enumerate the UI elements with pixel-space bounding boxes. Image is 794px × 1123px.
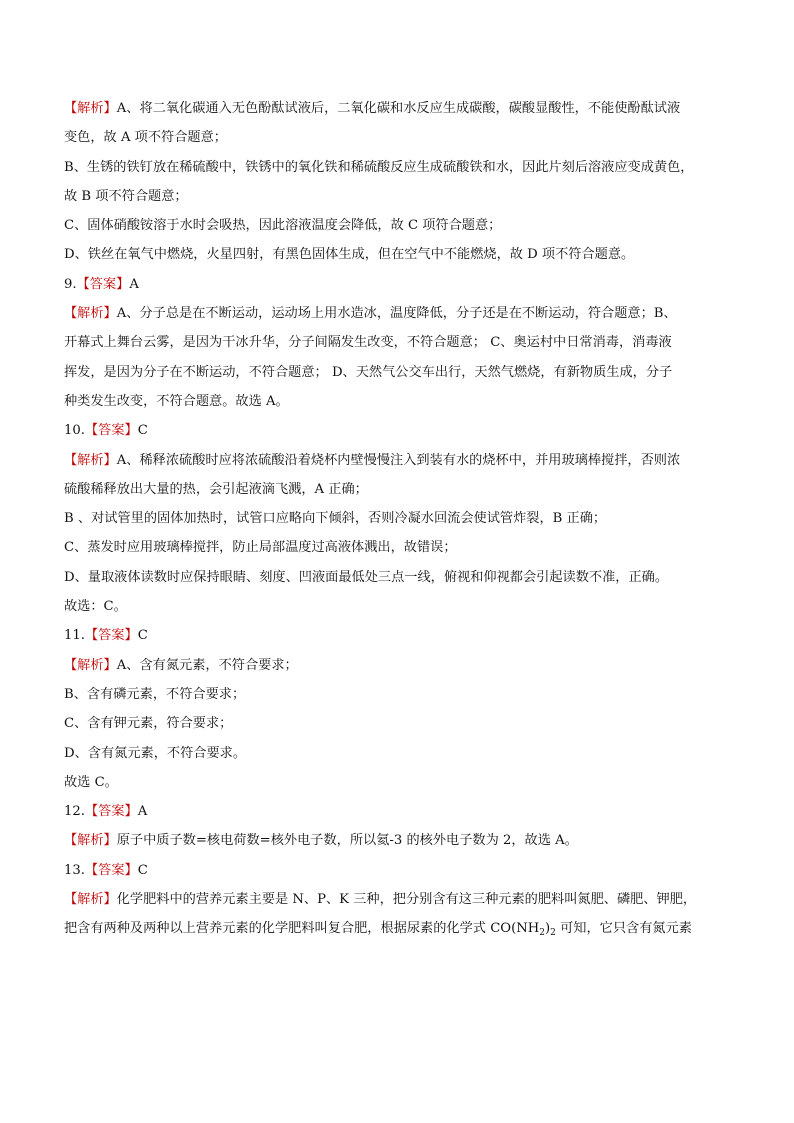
answer-tag: 【答案】 — [84, 804, 138, 820]
q12-answer: 12.【答案】A — [64, 804, 148, 820]
answer-tag: 【答案】 — [84, 423, 138, 439]
q8-analysis-line-1: 【解析】A、将二氧化碳通入无色酚酞试液后，二氧化碳和水反应生成碳酸，碳酸显酸性，不能使酚酞试液 — [64, 101, 681, 116]
q9-answer: 9.【答案】A — [64, 276, 139, 292]
analysis-tag: 【解析】 — [64, 452, 117, 468]
answer-tag: 【答案】 — [76, 276, 130, 292]
q9-analysis-line-2: 开幕式上舞台云雾，是因为干冰升华，分子间隔发生改变，不符合题意； C、奥运村中日常消毒，消毒液 — [64, 335, 672, 351]
subscript: 2 — [550, 928, 556, 939]
q9-analysis-line-3: 挥发，是因为分子在不断运动，不符合题意； D、天然气公交车出行，天然气燃烧，有新物质生成，分子 — [64, 364, 673, 380]
q8-analysis-line-5: C、固体硝酸铵溶于水时会吸热，因此溶液温度会降低，故 C 项符合题意； — [64, 218, 502, 234]
q10-analysis-line-1: 【解析】A、稀释浓硫酸时应将浓硫酸沿着烧杯内壁慢慢注入到装有水的烧杯中，并用玻璃棒搅拌，否则浓 — [64, 452, 681, 468]
q11-analysis-line-5: 故选 C。 — [64, 774, 118, 790]
q8-analysis-line-6: D、铁丝在氧气中燃烧，火星四射，有黑色固体生成，但在空气中不能燃烧，故 D 项不符合题意。 — [64, 247, 635, 263]
q11-analysis-line-1: 【解析】A、含有氮元素，不符合要求； — [64, 657, 298, 673]
q13-analysis-line-2: 把含有两种及两种以上营养元素的化学肥料叫复合肥，根据尿素的化学式 $CO(NH_2)_2$ 可知，它只含有氮元素 — [64, 921, 692, 939]
q10-answer: 10.【答案】C — [64, 423, 148, 439]
q8-analysis-line-3: B、生锈的铁钉放在稀硫酸中，铁锈中的氧化铁和稀硫酸反应生成硫酸铁和水，因此片刻后溶液应变成黄色， — [64, 159, 694, 175]
q9-analysis-line-1: 【解析】A、分子总是在不断运动，运动场上用水造冰，温度降低，分子还是在不断运动，符合题意；B、 — [64, 306, 677, 322]
q10-analysis-line-5: D、量取液体读数时应保持眼睛、刻度、凹液面最低处三点一线，俯视和仰视都会引起读数不准，正确。 — [64, 569, 669, 585]
q13-answer: 13.【答案】C — [64, 862, 148, 878]
analysis-tag: 【解析】 — [64, 892, 117, 908]
q11-analysis-line-3: C、含有钾元素，符合要求； — [64, 716, 233, 732]
q12-analysis-line-1: 【解析】原子中质子数=核电荷数=核外电子数，所以氦-3 的核外电子数为 2，故选 A。 — [64, 833, 578, 849]
q10-analysis-line-3: B 、对试管里的固体加热时，试管口应略向下倾斜，否则冷凝水回流会使试管炸裂，B 正确； — [64, 511, 607, 527]
q10-analysis-line-6: 故选：C。 — [64, 599, 127, 615]
answer-tag: 【答案】 — [84, 862, 138, 878]
analysis-tag: 【解析】 — [64, 833, 117, 849]
analysis-tag: 【解析】 — [64, 657, 117, 673]
answer-tag: 【答案】 — [84, 628, 138, 644]
analysis-tag: 【解析】 — [64, 306, 117, 322]
q13-analysis-line-1: 【解析】化学肥料中的营养元素主要是 N、P、K 三种，把分别含有这三种元素的肥料叫氮肥、磷肥、钾肥， — [64, 892, 697, 908]
q8-analysis-line-4: 故 B 项不符合题意； — [64, 188, 188, 204]
q8-analysis-line-2: 变色，故 A 项不符合题意； — [64, 130, 227, 146]
q9-analysis-line-4: 种类发生改变，不符合题意。故选 A。 — [64, 393, 289, 409]
subscript: 2 — [539, 928, 546, 939]
q11-analysis-line-4: D、含有氮元素，不符合要求。 — [64, 745, 247, 761]
q10-analysis-line-2: 硫酸稀释放出大量的热，会引起液滴飞溅，A 正确； — [64, 481, 368, 497]
analysis-tag: 【解析】 — [64, 101, 117, 116]
q11-analysis-line-2: B、含有磷元素，不符合要求； — [64, 686, 246, 702]
q10-analysis-line-4: C、蒸发时应用玻璃棒搅拌，防止局部温度过高液体溅出，故错误； — [64, 540, 457, 556]
q11-answer: 11.【答案】C — [64, 628, 148, 644]
